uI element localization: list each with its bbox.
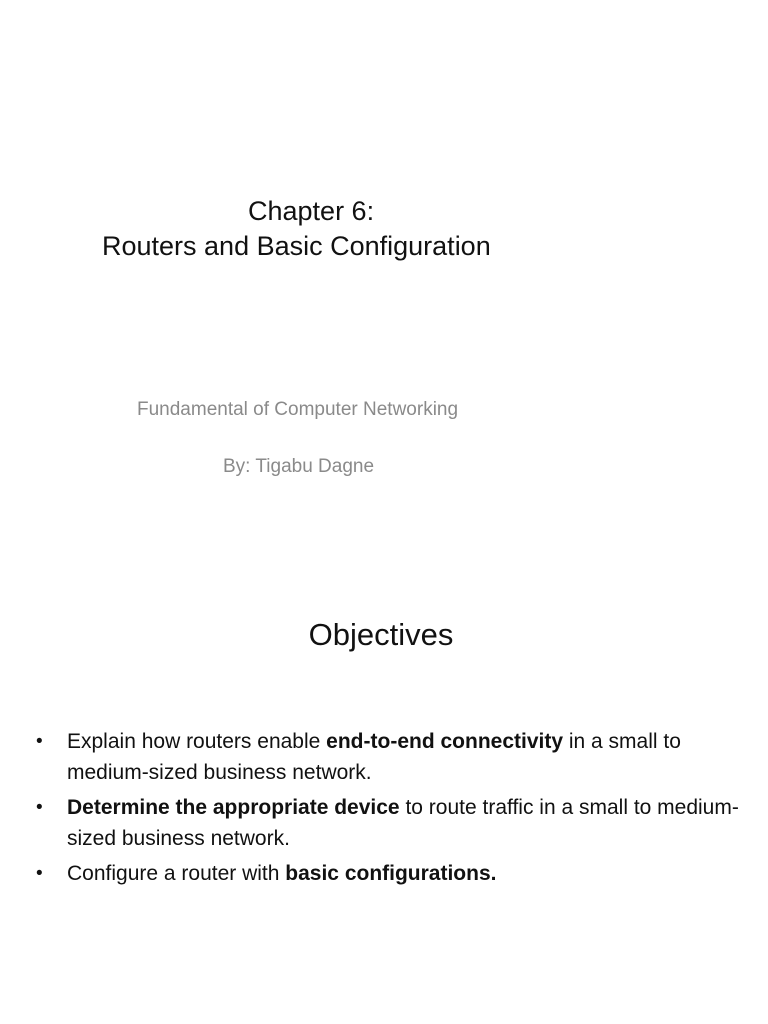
objective-text-bold: basic configurations.: [285, 862, 497, 885]
objectives-title: Objectives: [308, 617, 454, 652]
course-name: Fundamental of Computer Networking: [137, 399, 459, 420]
objective-text-after: in a small to medium-sized business network.: [67, 730, 681, 784]
objective-text-before: Configure a router with: [67, 862, 286, 885]
bullet-icon: •: [36, 863, 43, 884]
objective-item: [36, 858, 756, 889]
objective-item: [36, 726, 756, 788]
chapter-title: Chapter 6:: [248, 196, 375, 226]
objective-text-before: Explain how routers enable: [67, 730, 327, 753]
objective-text-bold: end-to-end connectivity: [326, 730, 564, 753]
objectives-slide: [0, 520, 768, 1024]
objective-item: [36, 792, 756, 854]
bullet-icon: •: [36, 797, 43, 818]
objective-text-after: to route traffic in a small to medium-sized business network.: [67, 796, 739, 850]
bullet-icon: •: [36, 731, 43, 752]
objective-text-bold: Determine the appropriate device: [67, 796, 400, 819]
author-line: By: Tigabu Dagne: [223, 456, 375, 477]
chapter-subtitle-title: Routers and Basic Configuration: [102, 231, 491, 261]
objectives-list: [36, 726, 756, 893]
